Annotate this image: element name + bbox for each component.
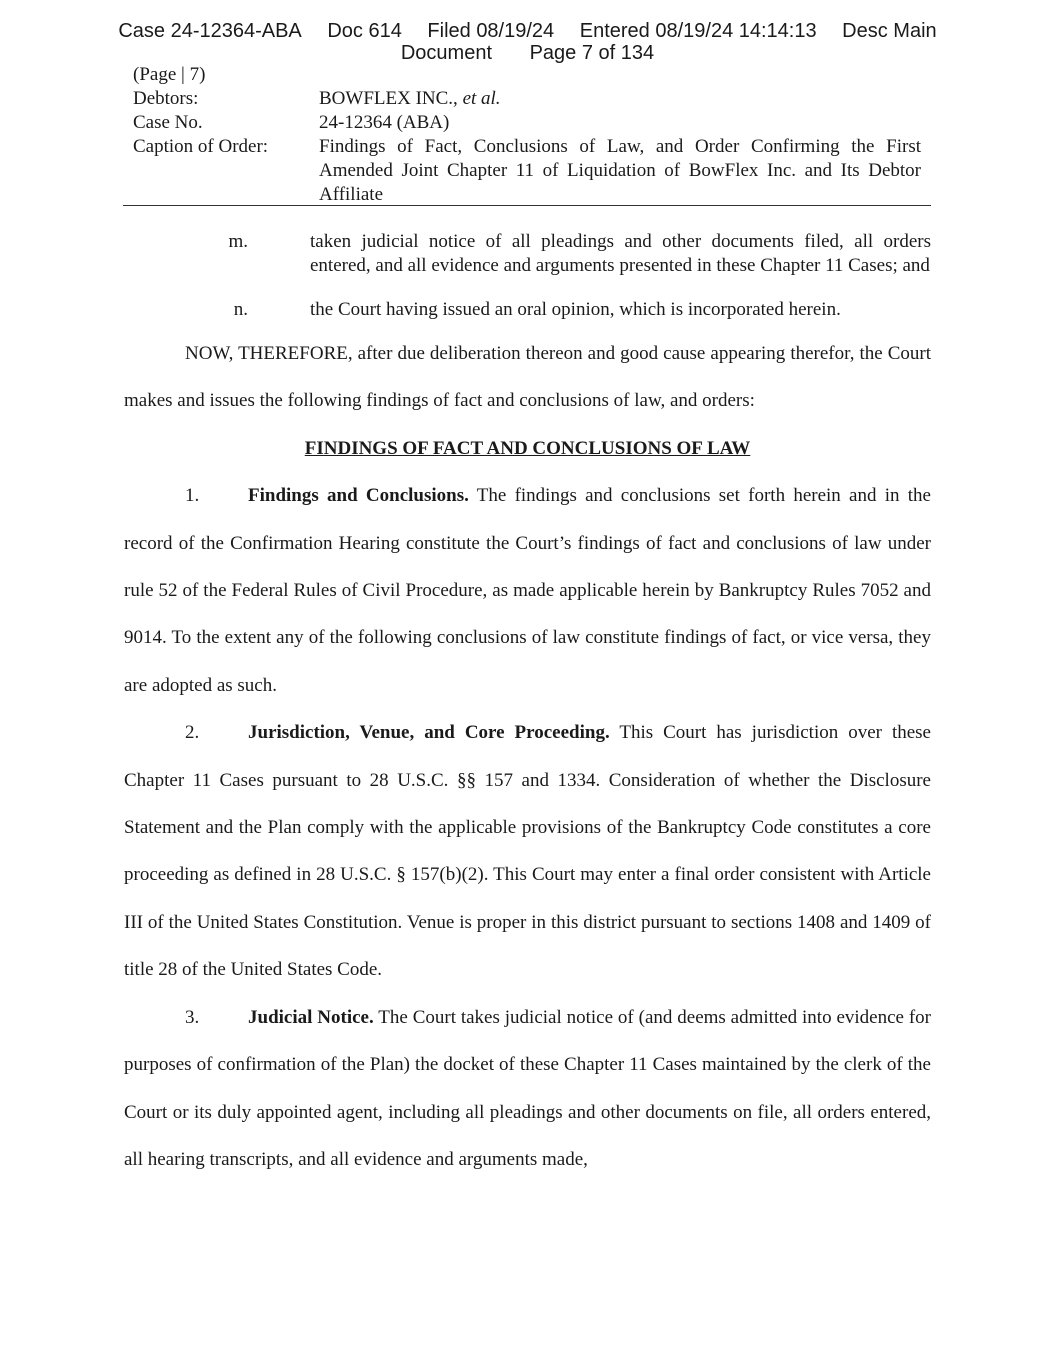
paragraph-title: Jurisdiction, Venue, and Core Proceeding. (248, 722, 610, 744)
caption-divider (123, 205, 931, 206)
document-body (124, 230, 931, 1183)
caption-debtors-label: Debtors: (133, 88, 199, 109)
filing-header-line-1 (0, 20, 1055, 42)
caption-case-value: 24-12364 (ABA) (319, 112, 450, 133)
caption-case-label: Case No. (133, 112, 203, 133)
caption-case-row (133, 111, 933, 135)
numbered-paragraph (124, 709, 931, 993)
paragraph-text: This Court has jurisdiction over these Chapter 11 Cases pursuant to 28 U.S.C. §§ 157 and 1334. Consideration of whether the Disclosure Statement and the Plan comply with the applicable provisions of the Bankruptcy Code constitutes a core proceeding as defined in 28 U.S.C. § 157(b)(2). This Court may enter a final order consistent with Article III of the United States Constitution. Venue is proper in this district pursuant to sections 1408 and 1409 of title 28 of the United States Code. (124, 722, 931, 981)
paragraph-number: 1. (185, 485, 200, 507)
paragraph-title: Findings and Conclusions. (248, 485, 469, 507)
list-item-letter: m. (228, 231, 248, 252)
paragraph-number: 3. (185, 1006, 200, 1028)
list-item (124, 230, 931, 278)
paragraph-text: The findings and conclusions set forth herein and in the record of the Confirmation Hearing constitute the Court’s findings of fact and conclusions of law under rule 52 of the Federal Rules of Civil Procedure, as made applicable herein by Bankruptcy Rules 7052 and 9014. To the extent any of the following conclusions of law constitute findings of fact, or vice versa, they are adopted as such. (124, 485, 931, 696)
section-heading: FINDINGS OF FACT AND CONCLUSIONS OF LAW (304, 437, 751, 459)
paragraph-title: Judicial Notice. (248, 1006, 374, 1028)
caption-page-ref: (Page | 7) (133, 64, 206, 85)
list-item-letter: n. (233, 299, 248, 320)
paragraph-text: The Court takes judicial notice of (and deems admitted into evidence for purposes of confirmation of the Plan) the docket of these Chapter 11 Cases maintained by the clerk of the Court or its duly appointed agent, including all pleadings and other documents on file, all orders entered, all hearing transcripts, and all evidence and arguments made, (124, 1006, 931, 1170)
filing-header (0, 20, 1055, 64)
caption-debtors-value: BOWFLEX INC., et al. (319, 88, 501, 109)
filed-date-stamp: Filed 08/19/24 (427, 20, 555, 42)
entered-date-stamp: Entered 08/19/24 14:14:13 (579, 20, 817, 42)
numbered-paragraph (124, 472, 931, 709)
list-item-text: taken judicial notice of all pleadings and other documents filed, all orders entered, and all evidence and arguments presented in these Chapter 11 Cases; and (310, 231, 931, 276)
page-count-stamp: Page 7 of 134 (529, 42, 655, 64)
caption-order-row (133, 135, 933, 207)
caption-order-label: Caption of Order: (133, 136, 269, 157)
list-item-text: the Court having issued an oral opinion, which is incorporated herein. (310, 299, 841, 320)
document-stamp: Document (400, 42, 493, 64)
list-item (124, 298, 931, 322)
caption-order-value: Findings of Fact, Conclusions of Law, and Order Confirming the First Amended Joint Chapter 11 of Liquidation of BowFlex Inc. and Its Debtor Affiliate (319, 136, 921, 205)
filing-header-line-2 (0, 42, 1055, 64)
now-therefore-paragraph: NOW, THEREFORE, after due deliberation thereon and good cause appearing therefor, the Court makes and issues the following findings of fact and conclusions of law, and orders: (124, 343, 931, 412)
case-number-stamp: Case 24-12364-ABA (118, 20, 302, 42)
paragraph-number: 2. (185, 722, 200, 744)
desc-stamp: Desc Main (842, 20, 937, 42)
order-caption (133, 63, 933, 207)
caption-debtors-row (133, 87, 933, 111)
doc-number-stamp: Doc 614 (327, 20, 402, 42)
numbered-paragraph (124, 994, 931, 1184)
